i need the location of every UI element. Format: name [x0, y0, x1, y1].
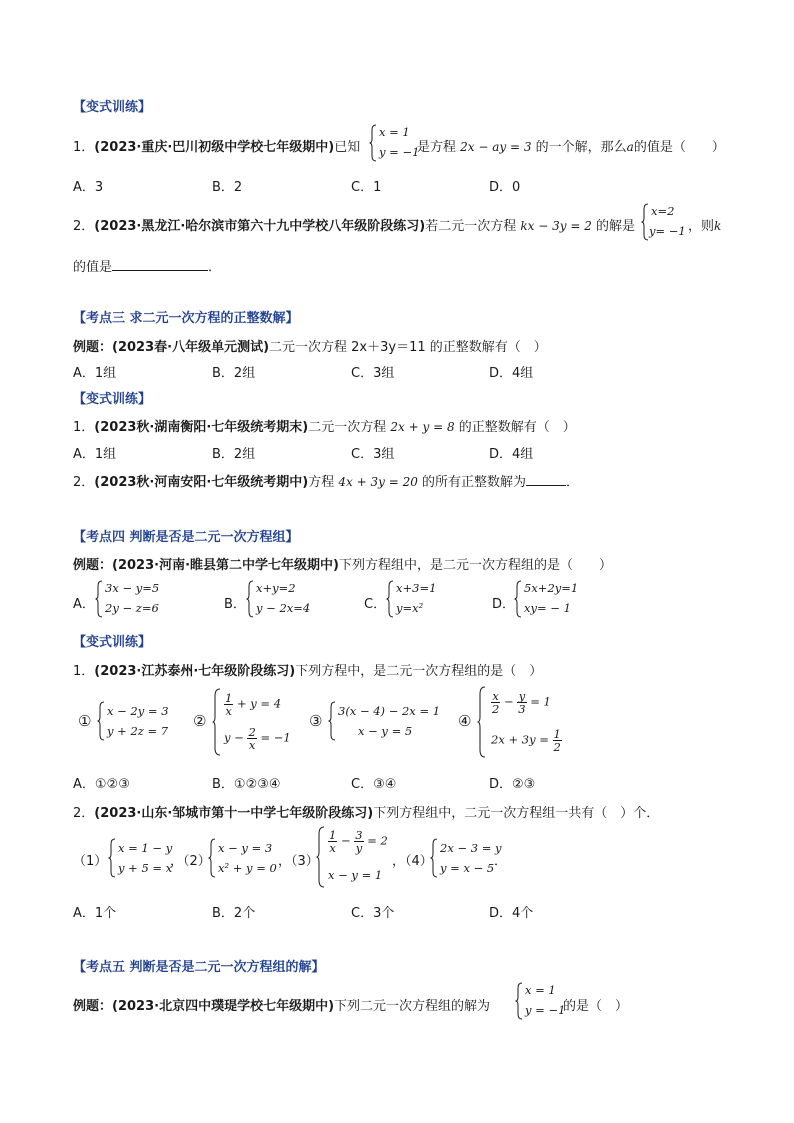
example-label: 例题：	[73, 340, 113, 355]
denominator: x	[225, 704, 232, 718]
option-c: C．1	[351, 180, 382, 195]
question-number: 2．	[73, 806, 95, 821]
option-d-system	[514, 580, 594, 618]
section-title: 【变式训练】	[73, 100, 152, 115]
question-source: (2023·山东·邹城市第十一中学七年级阶段练习)	[94, 806, 374, 821]
text: 的所有正整数解为	[421, 475, 526, 490]
example	[73, 995, 490, 1014]
question-2	[73, 802, 659, 821]
question-text: 下列方程组中，二元一次方程组一共有（ ）个．	[373, 806, 660, 821]
system-row: x+3=1	[396, 581, 437, 595]
left-brace-icon	[212, 688, 221, 756]
item-2-system	[212, 688, 292, 756]
fraction	[328, 829, 337, 854]
option-d-label: D．	[492, 597, 516, 612]
option-a-label: A．	[73, 597, 95, 612]
question-1	[73, 136, 360, 155]
question-text: 二元一次方程 2x＋3y＝11 的正整数解有（ ）	[269, 340, 547, 355]
question-number: 1．	[73, 664, 95, 679]
option-a: A．1组	[73, 366, 117, 381]
system-row: x+y=2	[256, 581, 296, 595]
system-row: y + 5 = x	[118, 861, 173, 875]
item-1-system	[97, 701, 177, 741]
text: 的正整数解有（ ）	[458, 420, 576, 435]
variable: k	[714, 219, 722, 233]
item-mark: ，（3）	[278, 854, 319, 869]
text: 的值是（ ）	[633, 140, 725, 155]
system-row: y = −1	[379, 145, 420, 159]
system-row: 3x − y=5	[105, 581, 160, 595]
left-brace-icon	[246, 580, 254, 618]
question-source: (2023·河南·睢县第二中学七年级期中)	[112, 558, 339, 573]
row-text: + y = 4	[236, 696, 282, 711]
row-text: = 2	[367, 833, 388, 848]
equation: 2x + y = 8	[390, 420, 455, 434]
section-title: 【考点三 求二元一次方程的正整数解】	[73, 311, 299, 326]
item-mark: ，（4）	[392, 854, 433, 869]
question-text: 二元一次方程	[308, 420, 387, 435]
option-c: C．3组	[351, 447, 395, 462]
option-b-system	[246, 580, 316, 618]
option-c: C．3个	[351, 906, 395, 921]
item-mark: ④	[458, 712, 472, 730]
left-brace-icon	[641, 203, 649, 241]
numerator: 1	[225, 691, 233, 705]
option-d: D．0	[489, 180, 521, 195]
system-row	[328, 829, 388, 854]
system-row: 2x − 3 = y	[440, 841, 502, 855]
item-4-system	[477, 686, 577, 758]
question-text: 的是（ ）	[563, 999, 629, 1014]
equation: 2x − ay = 3	[460, 140, 532, 154]
item-3-system	[316, 826, 391, 888]
end-punct: ．	[494, 854, 508, 869]
question-2	[73, 215, 635, 234]
question-number: 2．	[73, 219, 95, 234]
row-text: −	[340, 833, 351, 848]
question-text	[73, 256, 221, 275]
option-a: A．3	[73, 180, 104, 195]
question-text: 方程	[308, 475, 335, 490]
option-d: D．②③	[489, 777, 536, 792]
fraction	[247, 726, 256, 751]
system-row: 3(x − 4) − 2x = 1	[338, 704, 441, 718]
option-b: B．2个	[212, 906, 256, 921]
system-row: x = 1	[379, 125, 410, 139]
numerator: 1	[553, 727, 561, 741]
text: ．	[208, 260, 222, 275]
variable: a	[626, 140, 634, 154]
question-number: 1．	[73, 140, 95, 155]
equation: kx − 3y = 2	[520, 219, 592, 233]
left-brace-icon	[97, 701, 105, 741]
system-row: y = x − 5	[440, 861, 495, 875]
option-c: C．3组	[351, 366, 395, 381]
text: 是方程	[417, 140, 457, 155]
question-text: 下列方程组中，是二元一次方程组的是（ ）	[338, 558, 612, 573]
section-subtitle: 【变式训练】	[73, 635, 152, 650]
item-1-system	[108, 838, 178, 878]
system-row: x=2	[651, 204, 675, 218]
numerator: x	[492, 689, 499, 703]
option-d: D．4组	[489, 366, 534, 381]
system-row: y=x²	[396, 601, 424, 615]
example	[73, 554, 612, 573]
question-text: 下列方程中，是二元一次方程组的是（ ）	[295, 664, 543, 679]
option-d: D．4个	[489, 906, 534, 921]
numerator: y	[518, 689, 526, 703]
answer-blank[interactable]	[526, 473, 566, 486]
denominator: x	[248, 738, 256, 752]
question-source: (2023·重庆·巴川初级中学校七年级期中)	[94, 140, 335, 155]
system-row: y= −1	[649, 224, 686, 238]
left-brace-icon	[514, 580, 522, 618]
left-brace-icon	[477, 686, 486, 758]
option-a: A．1组	[73, 447, 117, 462]
numerator: 2	[248, 725, 256, 739]
fraction	[491, 690, 500, 715]
option-a: A．①②③	[73, 777, 130, 792]
question-text: 下列二元一次方程组的解为	[334, 999, 491, 1014]
option-b: B．2组	[212, 366, 256, 381]
section-subtitle: 【变式训练】	[73, 392, 152, 407]
denominator: y	[355, 841, 363, 855]
left-brace-icon	[369, 124, 377, 162]
system-row: 2y − z=6	[105, 601, 159, 615]
item-3-system	[328, 701, 441, 741]
denominator: 2	[553, 740, 561, 754]
answer-blank[interactable]	[112, 258, 208, 271]
section-title: 【考点四 判断是否是二元一次方程组】	[73, 530, 299, 545]
question-1	[73, 660, 542, 679]
option-a: A．1个	[73, 906, 117, 921]
system-row: x − y = 3	[218, 841, 273, 855]
option-c-system	[386, 580, 446, 618]
fraction	[553, 728, 562, 753]
text: ，则	[688, 219, 715, 234]
question-text	[688, 215, 721, 234]
solution-system	[369, 124, 419, 162]
question-text	[417, 136, 725, 155]
example-label: 例题：	[73, 558, 113, 573]
text: 的解是	[596, 219, 636, 234]
question-2	[73, 471, 579, 490]
question-text: 若二元一次方程	[425, 219, 517, 234]
option-a-system	[95, 580, 165, 618]
row-text: −	[503, 694, 514, 709]
question-number: 1．	[73, 420, 95, 435]
item-mark: ②	[193, 712, 207, 730]
option-b: B．2组	[212, 447, 256, 462]
system-row: x − y = 1	[328, 868, 383, 882]
question-number: 2．	[73, 475, 95, 490]
question-source: (2023·江苏泰州·七年级阶段练习)	[94, 664, 296, 679]
fraction	[354, 829, 363, 854]
solution-system	[515, 982, 565, 1020]
row-text: y −	[224, 730, 244, 745]
numerator: 3	[355, 828, 363, 842]
left-brace-icon	[316, 826, 325, 888]
numerator: 1	[329, 828, 337, 842]
left-brace-icon	[208, 838, 216, 878]
denominator: 2	[492, 702, 500, 716]
left-brace-icon	[108, 838, 116, 878]
denominator: 3	[518, 702, 526, 716]
question-source: (2023春·八年级单元测试)	[112, 340, 270, 355]
section-title: 【考点五 判断是否是二元一次方程组的解】	[73, 960, 325, 975]
left-brace-icon	[386, 580, 394, 618]
system-row: y = −1	[525, 1003, 566, 1017]
example	[73, 336, 547, 355]
question-source: (2023·北京四中璞瑅学校七年级期中)	[112, 999, 335, 1014]
left-brace-icon	[430, 838, 438, 878]
question-source: (2023·黑龙江·哈尔滨市第六十九中学校八年级阶段练习)	[94, 219, 426, 234]
left-brace-icon	[95, 580, 103, 618]
row-text: = −1	[260, 730, 291, 745]
equation: 4x + 3y = 20	[338, 475, 418, 489]
system-row	[491, 690, 551, 715]
system-row: y + 2z = 7	[107, 724, 169, 738]
text: 的值是	[73, 260, 113, 275]
question-text: 已知	[334, 140, 361, 155]
option-b: B．①②③④	[212, 777, 281, 792]
item-2-system	[208, 838, 283, 878]
option-d: D．4组	[489, 447, 534, 462]
system-row	[491, 728, 562, 753]
example-label: 例题：	[73, 999, 113, 1014]
system-row: x = 1 − y	[118, 841, 173, 855]
system-row: x = 1	[525, 983, 556, 997]
system-row: x − y = 5	[358, 724, 413, 738]
system-row	[224, 726, 291, 751]
system-row: xy= − 1	[524, 601, 571, 615]
option-b: B．2	[212, 180, 243, 195]
item-mark: ，（2）	[170, 854, 211, 869]
item-mark: ①	[78, 712, 92, 730]
question-1	[73, 416, 576, 435]
item-mark: （1）	[73, 854, 108, 869]
row-text: 2x + 3y =	[491, 732, 549, 747]
denominator: x	[329, 841, 336, 855]
item-mark: ③	[309, 712, 323, 730]
system-row: 5x+2y=1	[524, 581, 579, 595]
row-text: = 1	[530, 694, 551, 709]
option-c: C．③④	[351, 777, 397, 792]
fraction	[517, 690, 526, 715]
question-source: (2023秋·河南安阳·七年级统考期中)	[94, 475, 309, 490]
option-c-label: C．	[364, 597, 387, 612]
text: ．	[566, 475, 580, 490]
left-brace-icon	[515, 982, 523, 1020]
solution-system	[641, 203, 687, 241]
system-row	[224, 692, 281, 717]
system-row: x² + y = 0	[218, 861, 277, 875]
system-row: y − 2x=4	[256, 601, 311, 615]
question-source: (2023秋·湖南衡阳·七年级统考期末)	[94, 420, 309, 435]
text: 的一个解，那么	[535, 140, 627, 155]
fraction	[224, 692, 233, 717]
left-brace-icon	[328, 701, 336, 741]
system-row: x − 2y = 3	[107, 704, 169, 718]
option-b-label: B．	[224, 597, 246, 612]
